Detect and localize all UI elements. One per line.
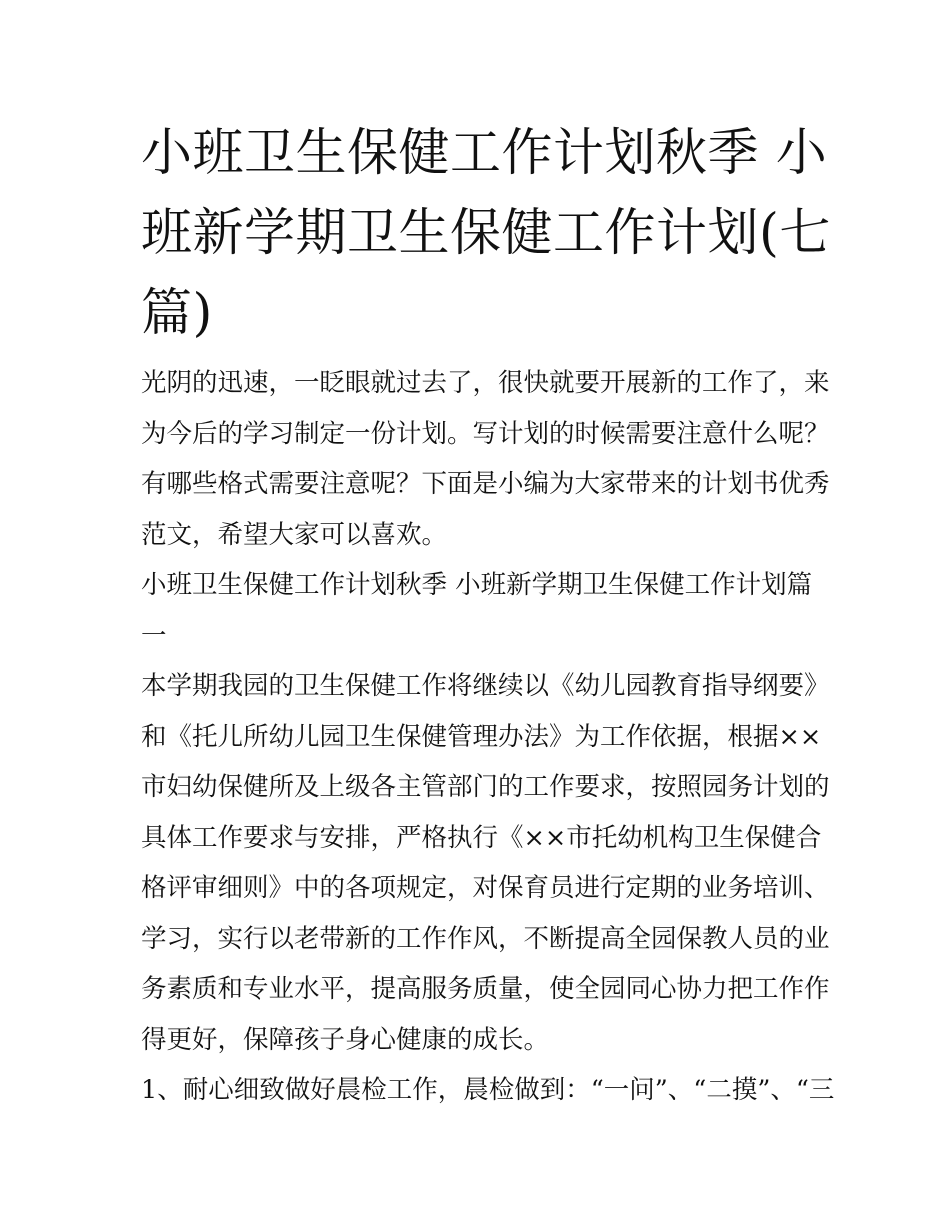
section-heading-line: 小班卫生保健工作计划秋季 小班新学期卫生保健工作计划篇 (141, 570, 813, 600)
list-item-1: 1、耐心细致做好晨检工作，晨检做到：“一问”、“二摸”、“三 (141, 1075, 835, 1105)
document-body (141, 358, 835, 1116)
title-line: 篇) (141, 284, 213, 343)
paragraph-line: 务素质和专业水平，提高服务质量，使全园同心协力把工作作 (141, 974, 830, 1004)
intro-line: 光阴的迅速，一眨眼就过去了，很快就要开展新的工作了，来 (141, 368, 830, 398)
intro-line: 有哪些格式需要注意呢？下面是小编为大家带来的计划书优秀 (141, 469, 830, 499)
paragraph-line: 本学期我园的卫生保健工作将继续以《幼儿园教育指导纲要》 (141, 671, 830, 701)
document-title (141, 114, 831, 354)
paragraph-line: 市妇幼保健所及上级各主管部门的工作要求，按照园务计划的 (141, 772, 830, 802)
title-line: 班新学期卫生保健工作计划(七 (141, 204, 831, 263)
paragraph-line: 和《托儿所幼儿园卫生保健管理办法》为工作依据，根据×× (141, 721, 822, 752)
intro-line: 范文，希望大家可以喜欢。 (141, 519, 448, 550)
paragraph-line: 学习，实行以老带新的工作作风，不断提高全园保教人员的业 (141, 923, 830, 954)
section-heading-line: 一 (141, 620, 167, 651)
paragraph-line: 得更好，保障孩子身心健康的成长。 (141, 1024, 550, 1055)
title-line: 小班卫生保健工作计划秋季 小 (141, 124, 828, 183)
intro-line: 为今后的学习制定一份计划。写计划的时候需要注意什么呢？ (141, 418, 830, 449)
paragraph-line: 具体工作要求与安排，严格执行《××市托幼机构卫生保健合 (141, 822, 822, 853)
paragraph-line: 格评审细则》中的各项规定，对保育员进行定期的业务培训、 (141, 873, 830, 903)
